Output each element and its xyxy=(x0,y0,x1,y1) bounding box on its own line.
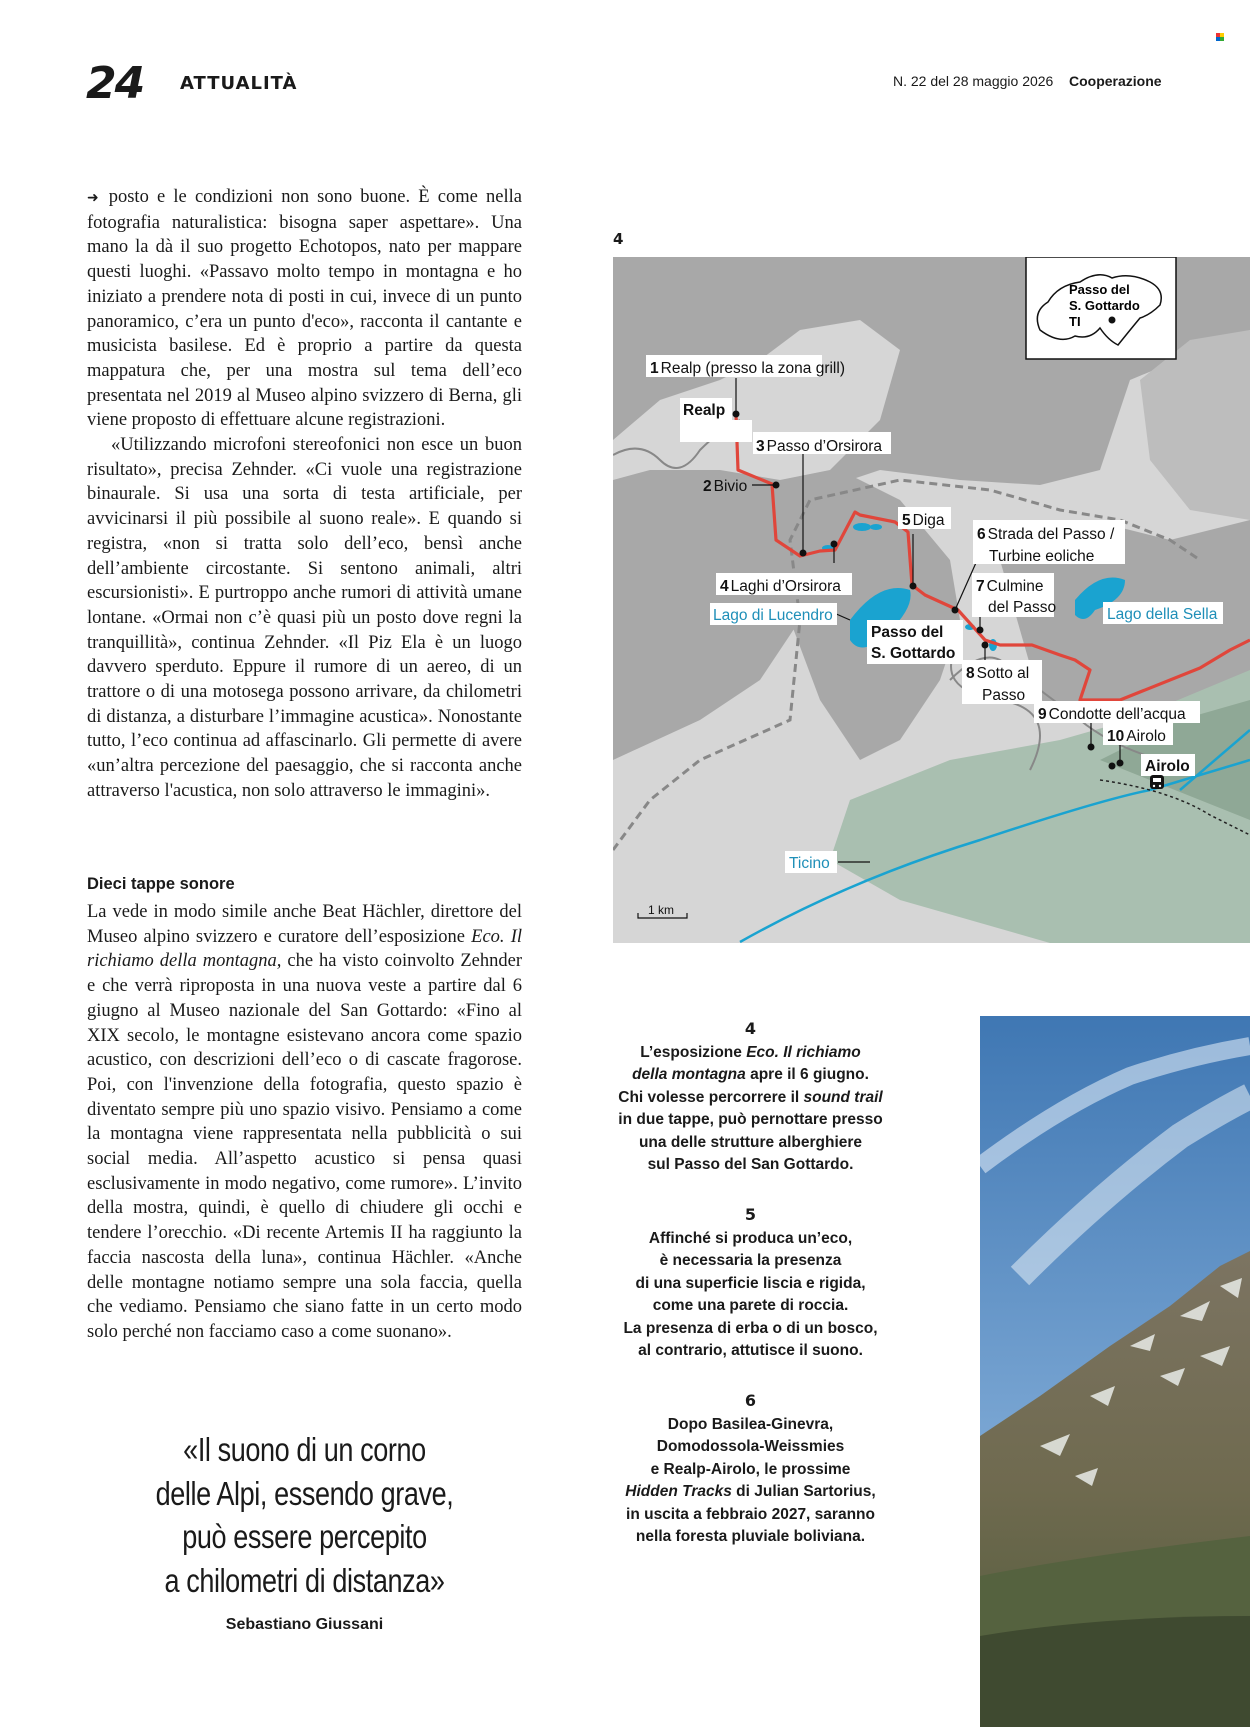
caption-number: 6 xyxy=(744,1391,757,1410)
stop-label-9: 9 Condotte dell’acqua xyxy=(1038,706,1186,723)
article-paragraph: La vede in modo simile anche Beat Hächler, direttore del Museo alpino svizzero e curatore dell’esposizione Eco. Il richiamo della montagna, che ha visto coinvolto Zehnder e che verrà riproposta in una nuova veste a partire dal 6 giugno al Museo nazionale del San Gottardo: «Fino al XIX secolo, le montagne esistevano ancora come spazio acustico, con descrizioni dell’eco o di cascate fragorose. Poi, con l'invenzione della fotografia, questo spazio è diventato sempre più uno spazio visivo. Pensiamo a come la montagna viene rappresentata nella pubblicità o sui social media. All’aspetto acustico si pensa quasi esclusivamente in modo negativo, come rumore». L’invito della mostra, quindi, è quello di chiudere gli occhi e tendere l’orecchio. «Di recente Artemis II ha raggiunto la faccia nascosta della luna», continua Hächler. «Anche delle montagne notiamo sempre una sola faccia, quella che vediamo. Pensiamo che siano fatte in un certo modo solo perché non facciamo caso a come suonano». xyxy=(87,902,522,1342)
stop-label-1: 1 Realp (presso la zona grill) xyxy=(650,360,845,377)
figure-number: 4 xyxy=(613,230,624,248)
section-title: ATTUALITÀ xyxy=(180,73,298,94)
place-label-pass-line2: S. Gottardo xyxy=(871,645,956,662)
caption-4: 4 L’esposizione Eco. Il richiamo della montagna apre il 6 giugno. Chi volesse percorrere il sound trail in due tappe, può pernottare presso una delle strutture alberghiere sul Passo del San Gottardo. xyxy=(608,1018,893,1177)
water-label-ticino: Ticino xyxy=(789,855,830,872)
article-subheading: Dieci tappe sonore xyxy=(87,875,235,893)
inset-label: Passo del xyxy=(1069,282,1130,297)
pull-quote: «Il suono di un corno delle Alpi, essendo grave, può essere percepito a chilometri di distanza» xyxy=(155,1431,454,1599)
stop-label-2: 2 Bivio xyxy=(703,478,748,495)
stop-label-10: 10 Airolo xyxy=(1107,728,1166,745)
place-label-realp: Realp xyxy=(683,402,726,419)
continuation-arrow-icon: ➜ xyxy=(87,190,99,206)
caption-6: 6 Dopo Basilea-Ginevra, Domodossola-Weissmies e Realp-Airolo, le prossime Hidden Tracks di Julian Sartorius, in uscita a febbraio 2027, saranno nella foresta pluviale boliviana. xyxy=(608,1390,893,1549)
issue-info: N. 22 del 28 maggio 2026 xyxy=(893,73,1054,89)
caption-number: 5 xyxy=(744,1205,757,1224)
quote-author: Sebastiano Giussani xyxy=(225,1616,384,1633)
stop-label-7-line2: del Passo xyxy=(988,599,1057,616)
route-map xyxy=(613,257,1250,943)
article-paragraph: «Utilizzando microfoni stereofonici non esce un buon risultato», precisa Zehnder. «Ci vuole una registrazione binaurale. Si usa una sorta di testa artificiale, per avvicinarsi il più possibile al suono reale». E quando si registra, «non si tratta solo dell’eco, bensì anche dell’ambiente circostante. Si sentono animali, altri escursionisti». E purtroppo anche rumori di attività umane lontane. «Ormai non c’è quasi più un posto dove regni la tranquillità», continua Zehnder. «Il Piz Ela è un luogo davvero sperduto. Eppure il rumore di un aereo, di un trattore o di una motosega possono arrivare, da chilometri di distanza, a disturbare l’immagine acustica». Nonostante tutto, l’eco continua ad affascinarlo. Gli permette di avere «un’altra percezione del paesaggio, che si racconta anche attraverso l'acustica, non solo attraverso le immagini». xyxy=(87,435,522,801)
stop-label-6: 6 Strada del Passo / xyxy=(977,526,1115,543)
stop-label-7: 7 Culmine xyxy=(976,578,1044,595)
inset-label: S. Gottardo xyxy=(1069,298,1140,313)
print-registration-mark xyxy=(1216,33,1224,41)
place-label-airolo: Airolo xyxy=(1145,758,1190,775)
scale-label: 1 km xyxy=(648,903,675,917)
stop-label-3: 3 Passo d’Orsirora xyxy=(756,438,883,455)
inset-label: TI xyxy=(1069,314,1081,329)
place-label-pass: Passo del xyxy=(871,624,944,641)
page-number: 24 xyxy=(86,58,144,109)
caption-5: 5 Affinché si produca un’eco, è necessaria la presenza di una superficie liscia e rigida, come una parete di roccia. La presenza di erba o di un bosco, al contrario, attutisce il suono. xyxy=(608,1204,893,1363)
stop-label-6-line2: Turbine eoliche xyxy=(989,548,1095,565)
mountain-photo xyxy=(980,1016,1250,1727)
magazine-name: Cooperazione xyxy=(1069,73,1162,89)
article-paragraph: ➜ posto e le condizioni non sono buone. È come nella fotografia naturalistica: bisogna saper aspettare». Una mano la dà il suo progetto Echotopos, nato per mappare questi luoghi. «Passavo molto tempo in montagna e ho iniziato a prendere nota di posti in cui, invece di un punto panoramico, c’era un punto d'eco», racconta il cantante e musicista basilese. Ed è proprio a partire da questa mappatura che, per una mostra sul tema dell’eco presentata nel 2019 al Museo alpino svizzero di Berna, gli viene proposto di effettuare alcune registrazioni. xyxy=(87,187,522,431)
stop-label-8: 8 Sotto al xyxy=(966,665,1030,682)
article-column-bottom xyxy=(87,900,522,1345)
article-column-top xyxy=(87,185,522,804)
stop-label-8-line2: Passo xyxy=(982,687,1026,704)
stop-label-4: 4 Laghi d’Orsirora xyxy=(720,578,841,595)
train-station-icon xyxy=(1150,775,1164,789)
stop-label-5: 5 Diga xyxy=(902,512,945,529)
caption-number: 4 xyxy=(744,1019,757,1038)
water-label-lucendro: Lago di Lucendro xyxy=(713,607,833,624)
water-label-sella: Lago della Sella xyxy=(1107,606,1218,623)
